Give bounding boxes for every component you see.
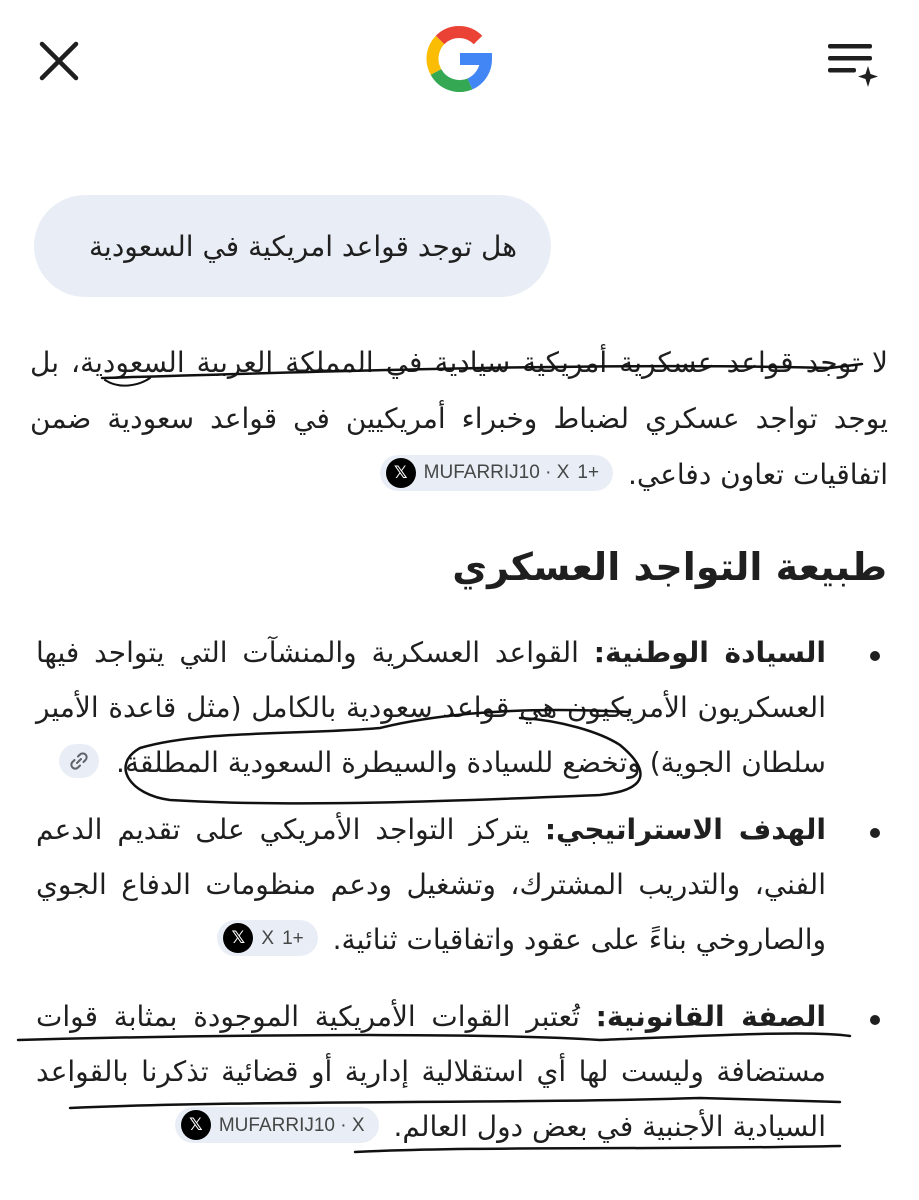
list-item — [36, 625, 888, 790]
ai-menu-button[interactable] — [822, 38, 882, 90]
bullet-term: الصفة القانونية: — [595, 1000, 826, 1033]
bullet-dot — [870, 651, 880, 661]
bullet-dot — [870, 1015, 880, 1025]
close-button[interactable] — [34, 36, 86, 88]
x-logo-icon: 𝕏 — [386, 458, 416, 488]
sparkle-list-icon — [822, 38, 882, 90]
google-logo[interactable] — [426, 26, 492, 92]
link-icon — [69, 751, 89, 771]
close-icon — [34, 36, 86, 88]
source-chip-count: 1+ — [577, 462, 600, 483]
answer-intro — [30, 335, 888, 503]
bullet-term: الهدف الاستراتيجي: — [544, 813, 826, 846]
source-chip-label: MUFARRIJ10 · X — [423, 462, 570, 483]
x-logo-icon: 𝕏 — [223, 923, 253, 953]
source-chip[interactable] — [380, 455, 613, 491]
bullet-text: تُعتبر القوات الأمريكية الموجودة بمثابة قوات مستضافة وليست لها أي استقلالية إدارية أو قضائية تذكرنا بالقواعد السيادية الأجنبية في بعض دول العالم. — [36, 1000, 826, 1143]
bullet-text: يتركز التواجد الأمريكي على تقديم الدعم الفني، والتدريب المشترك، وتشغيل ودعم منظومات الدفاع الجوي والصاروخي بناءً على عقود واتفاقيات ثنائية. — [36, 813, 826, 956]
bullet-term: السيادة الوطنية: — [593, 636, 826, 669]
answer-intro-text: لا توجد قواعد عسكرية أمريكية سيادية في المملكة العربية السعودية، بل يوجد تواجد عسكري لضباط وخبراء أمريكيين في قواعد سعودية ضمن اتفاقيات تعاون دفاعي. — [30, 346, 888, 491]
bullet-text: القواعد العسكرية والمنشآت التي يتواجد فيها العسكريون الأمريكيون هي قواعد سعودية بالكامل (مثل قاعدة الأمير سلطان الجوية) وتخضع للسيادة والسيطرة السعودية المطلقة. — [36, 636, 826, 779]
source-chip-count: 1+ — [282, 927, 304, 949]
link-chip[interactable] — [59, 744, 99, 778]
user-query-text: هل توجد قواعد امريكية في السعودية — [89, 229, 517, 263]
x-logo-icon: 𝕏 — [181, 1110, 211, 1140]
source-chip[interactable] — [175, 1107, 379, 1143]
list-item — [36, 802, 888, 967]
section-heading: طبيعة التواجد العسكري — [452, 545, 887, 589]
google-g-icon — [426, 26, 492, 92]
list-item — [36, 989, 888, 1154]
user-query-bubble — [34, 195, 551, 297]
bullet-dot — [870, 828, 880, 838]
source-chip-label: X — [261, 927, 275, 949]
source-chip[interactable] — [217, 920, 317, 956]
source-chip-label: MUFARRIJ10 · X — [218, 1114, 365, 1136]
bullet-list — [36, 625, 888, 1166]
top-bar — [0, 0, 919, 130]
